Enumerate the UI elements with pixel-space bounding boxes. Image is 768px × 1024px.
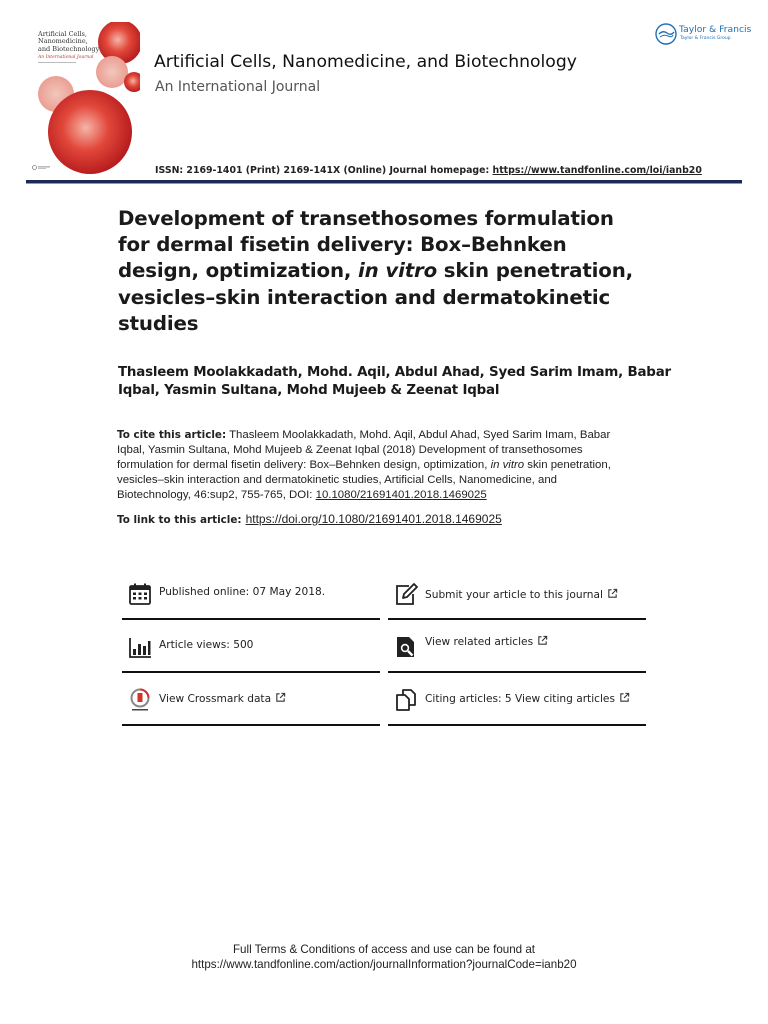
cell-divider xyxy=(388,724,646,726)
submit-article-cell[interactable] xyxy=(388,568,646,620)
terms-footer xyxy=(0,942,768,972)
journal-title: Artificial Cells, Nanomedicine, and Biotechnology xyxy=(154,52,577,72)
crossmark-icon xyxy=(128,688,152,712)
document-search-icon xyxy=(394,635,418,659)
article-title-line: skin penetration, xyxy=(437,259,633,283)
submit-article-link[interactable] xyxy=(425,588,618,601)
citation-text: formulation for dermal fisetin delivery: Box–Behnken design, optimization, xyxy=(117,459,491,471)
article-title-line: vesicles–skin interaction and dermatokinetic xyxy=(118,285,611,309)
citing-documents-icon xyxy=(394,688,418,712)
crossmark-cell[interactable] xyxy=(122,674,380,726)
publisher-group: Taylor & Francis Group xyxy=(680,36,731,41)
crossmark-label: View Crossmark data xyxy=(159,693,272,705)
submit-article-label: Submit your article to this journal xyxy=(425,589,603,601)
citing-articles-link[interactable] xyxy=(425,692,630,705)
bar-chart-icon xyxy=(128,635,152,659)
article-views-cell xyxy=(122,621,380,673)
cell-divider xyxy=(388,671,646,673)
external-link-icon xyxy=(607,588,618,599)
cover-divider xyxy=(38,62,76,63)
article-title-line: for dermal fisetin delivery: Box–Behnken xyxy=(118,233,567,257)
cell-divider xyxy=(122,618,380,620)
published-online-cell xyxy=(122,568,380,620)
article-title-line: design, optimization, xyxy=(118,259,359,283)
citation-text: Biotechnology, 46:sup2, 755-765, DOI: xyxy=(117,489,316,501)
issn-line xyxy=(155,165,702,176)
citation-text: vesicles–skin interaction and dermatokinetic studies, Artificial Cells, Nanomedicine, and xyxy=(117,474,558,486)
cell-divider xyxy=(388,618,646,620)
cell-divider xyxy=(122,724,380,726)
cover-subtitle: An International Journal xyxy=(38,55,94,60)
journal-subtitle: An International Journal xyxy=(155,79,321,95)
citation-text: skin penetration, xyxy=(524,459,611,471)
taylor-francis-logo-icon xyxy=(654,22,678,46)
journal-homepage-link[interactable]: https://www.tandfonline.com/loi/ianb20 xyxy=(492,165,702,176)
related-articles-label: View related articles xyxy=(425,636,534,648)
citation-text: Iqbal, Yasmin Sultana, Mohd Mujeeb & Zeenat Iqbal (2018) Development of transethosomes xyxy=(117,444,583,456)
article-title xyxy=(118,206,678,337)
published-date-text: Published online: 07 May 2018. xyxy=(159,586,326,598)
terms-url[interactable]: https://www.tandfonline.com/action/journalInformation?journalCode=ianb20 xyxy=(191,958,577,971)
article-title-line: studies xyxy=(118,311,199,335)
authors-line: Thasleem Moolakkadath, Mohd. Aqil, Abdul Ahad, Syed Sarim Imam, Babar xyxy=(118,365,671,380)
authors-line: Iqbal, Yasmin Sultana, Mohd Mujeeb & Zeenat Iqbal xyxy=(118,383,500,398)
link-label: To link to this article: xyxy=(117,514,242,526)
citation-label: To cite this article: xyxy=(117,429,227,441)
citing-articles-label: Citing articles: 5 View citing articles xyxy=(425,693,615,705)
citation-text: Thasleem Moolakkadath, Mohd. Aqil, Abdul Ahad, Syed Sarim Imam, Babar xyxy=(226,429,611,441)
article-views-text: Article views: 500 xyxy=(159,639,254,651)
header-divider-light xyxy=(26,183,742,184)
issn-text: ISSN: 2169-1401 (Print) 2169-141X (Online) Journal homepage: xyxy=(155,165,493,176)
external-link-icon xyxy=(537,635,548,646)
related-articles-link[interactable] xyxy=(425,635,548,648)
article-title-italic: in vitro xyxy=(358,259,438,283)
tf-mini-logo-icon xyxy=(32,165,52,170)
terms-text: Full Terms & Conditions of access and use can be found at xyxy=(232,943,536,956)
citation-block xyxy=(117,428,657,503)
article-title-line: Development of transethosomes formulation xyxy=(118,207,614,230)
publisher-name: Taylor & Francis xyxy=(679,24,752,35)
citation-italic: in vitro xyxy=(490,459,525,471)
crossmark-link[interactable] xyxy=(159,692,286,705)
external-link-icon xyxy=(275,692,286,703)
doi-link[interactable]: 10.1080/21691401.2018.1469025 xyxy=(315,489,487,501)
external-link-icon xyxy=(619,692,630,703)
cover-title: Artificial Cells, Nanomedicine, and Biotechnology xyxy=(38,30,100,53)
calendar-icon xyxy=(128,582,152,606)
related-articles-cell[interactable] xyxy=(388,621,646,673)
article-doi-url-link[interactable]: https://doi.org/10.1080/21691401.2018.1469025 xyxy=(245,512,502,526)
article-link-line xyxy=(117,512,502,526)
journal-cover-thumbnail[interactable] xyxy=(28,22,140,174)
article-authors xyxy=(118,364,678,400)
citing-articles-cell[interactable] xyxy=(388,674,646,726)
cover-publisher-mark xyxy=(32,165,52,171)
edit-document-icon xyxy=(394,582,418,606)
cell-divider xyxy=(122,671,380,673)
